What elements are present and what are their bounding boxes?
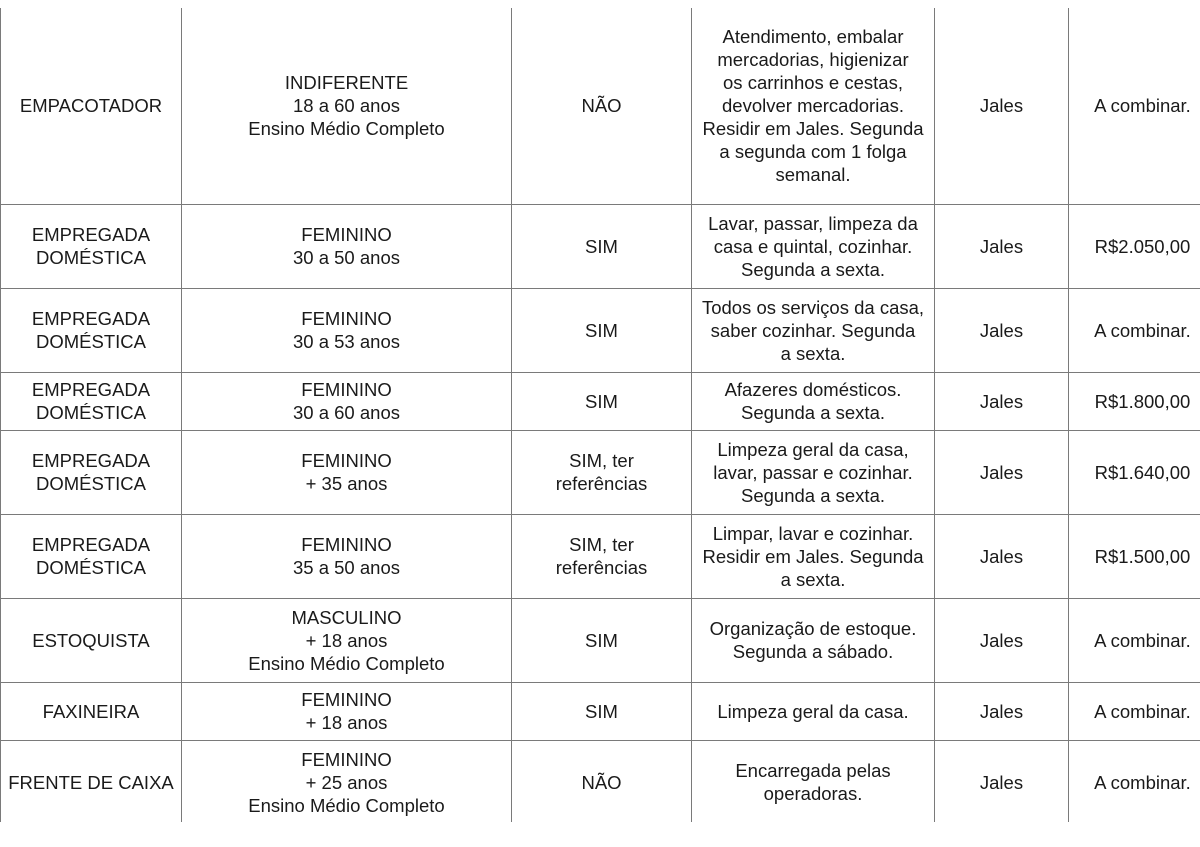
description-line: a sexta. [780, 568, 846, 590]
experience-cell [512, 682, 692, 740]
salary-cell: R$1.640,00 [1069, 430, 1200, 514]
city-cell: Jales [935, 682, 1069, 740]
description-line: a sexta. [780, 342, 846, 364]
experience-cell [512, 740, 692, 824]
experience-line: SIM [585, 390, 618, 412]
experience-cell [512, 204, 692, 288]
description-line: devolver mercadorias. [722, 95, 904, 117]
description-line: Lavar, passar, limpeza da [708, 212, 918, 234]
city-cell: Jales [935, 514, 1069, 598]
experience-line: SIM, ter [569, 450, 634, 471]
experience-line: SIM [585, 629, 618, 651]
requirements-cell [182, 372, 512, 430]
requirements-line: + 18 anos [305, 629, 388, 651]
job-title-line: EMPREGADA [31, 450, 151, 471]
description-line: Limpeza geral da casa, [717, 438, 909, 460]
description-cell [692, 372, 935, 430]
table-row [1, 682, 1200, 740]
requirements-cell [182, 598, 512, 682]
requirements-cell [182, 682, 512, 740]
experience-line: SIM, ter [569, 534, 634, 555]
table-row [1, 740, 1200, 824]
description-line: Segunda a sexta. [741, 258, 885, 280]
job-title-line: DOMÉSTICA [36, 402, 146, 423]
city-cell: Jales [935, 8, 1069, 204]
description-line: Encarregada pelas [735, 760, 891, 781]
city-cell: Jales [935, 372, 1069, 430]
job-title-line: EMPREGADA [31, 379, 151, 400]
table-row [1, 204, 1200, 288]
job-title-line: DOMÉSTICA [36, 557, 146, 578]
table-row [1, 372, 1200, 430]
salary-cell: R$1.800,00 [1069, 372, 1200, 430]
salary-cell: A combinar. [1069, 682, 1200, 740]
requirements-line: FEMININO [301, 689, 392, 710]
description-cell [692, 8, 935, 204]
description-line: saber cozinhar. Segunda [710, 319, 916, 341]
requirements-line: 30 a 53 anos [293, 331, 400, 352]
table-row [1, 430, 1200, 514]
city-cell: Jales [935, 288, 1069, 372]
city-cell: Jales [935, 430, 1069, 514]
requirements-cell [182, 740, 512, 824]
requirements-cell [182, 204, 512, 288]
experience-cell [512, 8, 692, 204]
requirements-line: 35 a 50 anos [293, 557, 400, 578]
job-listings-body [1, 8, 1200, 824]
city-cell: Jales [935, 204, 1069, 288]
description-cell [692, 598, 935, 682]
experience-cell [512, 430, 692, 514]
job-title-line: EMPREGADA [31, 224, 151, 245]
job-title-line: FRENTE DE CAIXA [8, 771, 174, 793]
requirements-cell [182, 288, 512, 372]
job-title-cell [1, 740, 182, 824]
experience-cell [512, 372, 692, 430]
requirements-line: 18 a 60 anos [293, 95, 400, 117]
description-line: Limpeza geral da casa. [717, 700, 909, 722]
description-line: lavar, passar e cozinhar. [713, 461, 913, 483]
requirements-line: + 25 anos [305, 771, 388, 793]
requirements-line: Ensino Médio Completo [248, 794, 445, 816]
requirements-line: FEMININO [301, 748, 392, 770]
description-cell [692, 514, 935, 598]
experience-line: SIM [585, 235, 618, 257]
description-cell [692, 430, 935, 514]
requirements-line: 30 a 60 anos [293, 402, 400, 423]
salary-cell: A combinar. [1069, 740, 1200, 824]
experience-line: SIM [585, 319, 618, 341]
job-title-cell [1, 204, 182, 288]
requirements-line: + 35 anos [305, 473, 388, 494]
description-line: Organização de estoque. [709, 618, 917, 639]
job-title-line: ESTOQUISTA [32, 629, 150, 651]
description-line: os carrinhos e cestas, [723, 72, 903, 94]
job-title-line: EMPACOTADOR [19, 95, 163, 117]
table-row [1, 8, 1200, 204]
city-cell: Jales [935, 740, 1069, 824]
requirements-line: FEMININO [301, 224, 392, 245]
description-line: mercadorias, higienizar [717, 49, 909, 71]
page-top-margin [0, 0, 1200, 8]
description-line: a segunda com 1 folga [719, 141, 907, 163]
table-row [1, 598, 1200, 682]
requirements-line: FEMININO [301, 450, 392, 471]
description-line: Segunda a sábado. [732, 641, 894, 662]
experience-line: NÃO [581, 95, 622, 117]
salary-cell: A combinar. [1069, 8, 1200, 204]
description-line: Residir em Jales. Segunda [702, 118, 924, 140]
job-title-cell [1, 598, 182, 682]
requirements-line: FEMININO [301, 534, 392, 555]
description-cell [692, 204, 935, 288]
job-title-cell [1, 288, 182, 372]
experience-cell [512, 598, 692, 682]
table-row [1, 288, 1200, 372]
requirements-line: + 18 anos [305, 712, 388, 733]
description-line: Residir em Jales. Segunda [702, 545, 924, 567]
job-listings-table [0, 8, 1200, 825]
description-line: Limpar, lavar e cozinhar. [712, 522, 914, 544]
description-cell [692, 682, 935, 740]
job-title-cell [1, 682, 182, 740]
job-title-cell [1, 8, 182, 204]
job-title-cell [1, 430, 182, 514]
requirements-line: FEMININO [301, 308, 392, 329]
description-line: semanal. [775, 164, 851, 186]
requirements-cell [182, 430, 512, 514]
salary-cell: R$2.050,00 [1069, 204, 1200, 288]
requirements-line: Ensino Médio Completo [248, 118, 445, 140]
job-title-line: DOMÉSTICA [36, 473, 146, 494]
job-title-line: FAXINEIRA [42, 700, 140, 722]
description-line: operadoras. [763, 783, 863, 804]
experience-cell [512, 288, 692, 372]
description-cell [692, 740, 935, 824]
experience-cell [512, 514, 692, 598]
description-line: Todos os serviços da casa, [701, 296, 925, 318]
description-line: casa e quintal, cozinhar. [713, 235, 913, 257]
page-bottom-margin [0, 822, 1200, 847]
city-cell: Jales [935, 598, 1069, 682]
salary-cell: A combinar. [1069, 288, 1200, 372]
requirements-line: INDIFERENTE [284, 72, 409, 94]
experience-line: NÃO [581, 771, 622, 793]
experience-line: SIM [585, 700, 618, 722]
requirements-cell [182, 514, 512, 598]
description-cell [692, 288, 935, 372]
table-row [1, 514, 1200, 598]
requirements-cell [182, 8, 512, 204]
requirements-line: Ensino Médio Completo [248, 652, 445, 674]
requirements-line: MASCULINO [291, 606, 402, 628]
job-title-line: DOMÉSTICA [36, 247, 146, 268]
description-line: Segunda a sexta. [741, 484, 885, 506]
salary-cell: A combinar. [1069, 598, 1200, 682]
job-title-line: EMPREGADA [31, 308, 151, 329]
description-line: Atendimento, embalar [722, 26, 904, 48]
experience-line: referências [555, 557, 648, 578]
description-line: Afazeres domésticos. [724, 379, 902, 400]
job-title-line: EMPREGADA [31, 534, 151, 555]
salary-cell: R$1.500,00 [1069, 514, 1200, 598]
requirements-line: FEMININO [301, 379, 392, 400]
job-title-cell [1, 372, 182, 430]
job-title-cell [1, 514, 182, 598]
experience-line: referências [555, 473, 648, 494]
job-title-line: DOMÉSTICA [36, 331, 146, 352]
description-line: Segunda a sexta. [741, 402, 885, 423]
requirements-line: 30 a 50 anos [293, 247, 400, 268]
